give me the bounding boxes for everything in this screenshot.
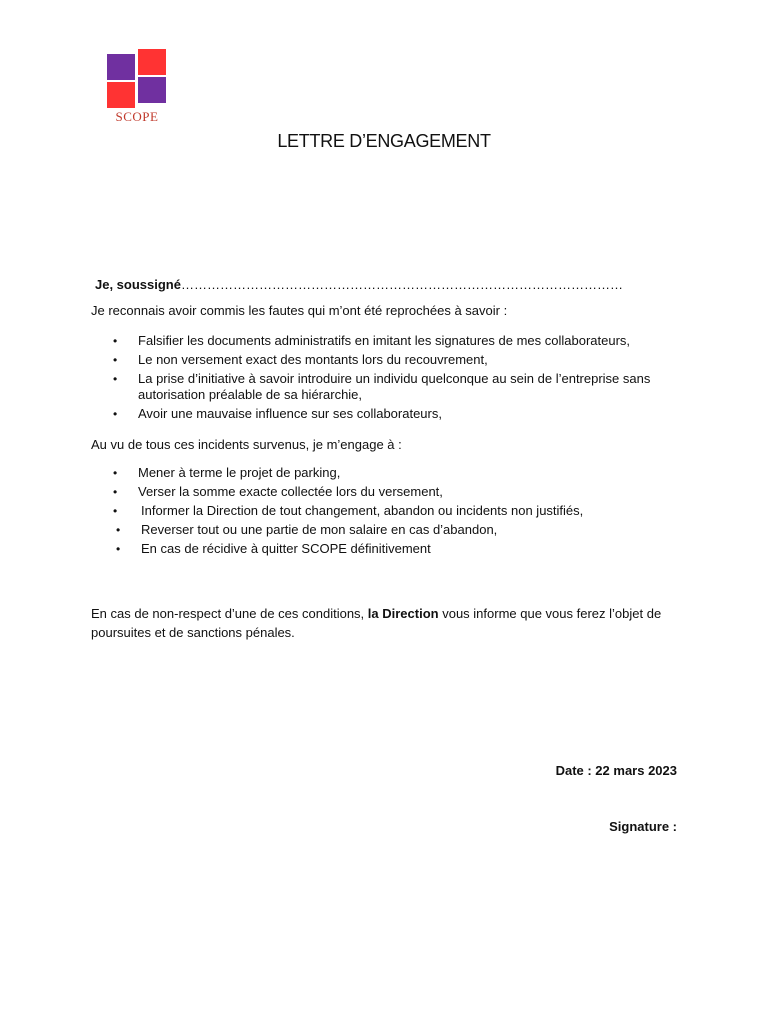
bullet-icon: • [113, 372, 118, 386]
bullet-icon: • [113, 504, 118, 518]
list-item: • Mener à terme le projet de parking, [113, 465, 341, 480]
list-item: • Verser la somme exacte collectée lors du versement, [113, 484, 443, 499]
list-item: • Informer la Direction de tout changement, abandon ou incidents non justifiés, [113, 503, 584, 518]
scope-logo [107, 49, 167, 125]
bullet-icon: • [113, 353, 118, 367]
intro-label: Je, soussigné [95, 277, 181, 292]
faults-list [91, 333, 658, 425]
logo-text: SCOPE [115, 109, 159, 124]
bullet-icon: • [116, 542, 121, 556]
paragraph-commitments: Au vu de tous ces incidents survenus, je m’engage à : [91, 437, 402, 452]
logo-square-purple-bottom [138, 77, 166, 103]
commitments-list [91, 465, 583, 560]
date-label: Date : 22 mars 2023 [555, 763, 677, 778]
bullet-icon: • [116, 523, 121, 537]
intro-line [91, 277, 623, 293]
logo-square-purple-top [107, 54, 135, 80]
list-item: • La prise d’initiative à savoir introduire un individu quelconque au sein de l’entreprise sans autorisation préalable de sa hiérarchie, [113, 371, 651, 402]
list-item: • Falsifier les documents administratifs en imitant les signatures de mes collaborateurs, [113, 333, 631, 348]
list-item: • Avoir une mauvaise influence sur ses collaborateurs, [113, 406, 442, 421]
bullet-icon: • [113, 407, 118, 421]
bullet-icon: • [113, 334, 118, 348]
closing-line-1: En cas de non-respect d’une de ces conditions, la Direction vous informe que vous ferez l’objet de [91, 606, 662, 621]
closing-line-2: poursuites et de sanctions pénales. [91, 625, 295, 640]
paragraph-faults: Je reconnais avoir commis les fautes qui m’ont été reprochées à savoir : [91, 303, 508, 318]
list-item: • En cas de récidive à quitter SCOPE définitivement [116, 541, 431, 556]
logo-square-red-top [138, 49, 166, 75]
signature-label: Signature : [609, 819, 677, 834]
list-item: • Le non versement exact des montants lors du recouvrement, [113, 352, 488, 367]
bullet-icon: • [113, 485, 118, 499]
list-item: • Reverser tout ou une partie de mon salaire en cas d’abandon, [116, 522, 498, 537]
direction-label: la Direction [367, 606, 439, 621]
logo-square-red-bottom [107, 82, 135, 108]
page-title: LETTRE D’ENGAGEMENT [277, 131, 491, 151]
bullet-icon: • [113, 466, 118, 480]
intro-dots: ………………………………………………………………………………………… [180, 277, 623, 292]
